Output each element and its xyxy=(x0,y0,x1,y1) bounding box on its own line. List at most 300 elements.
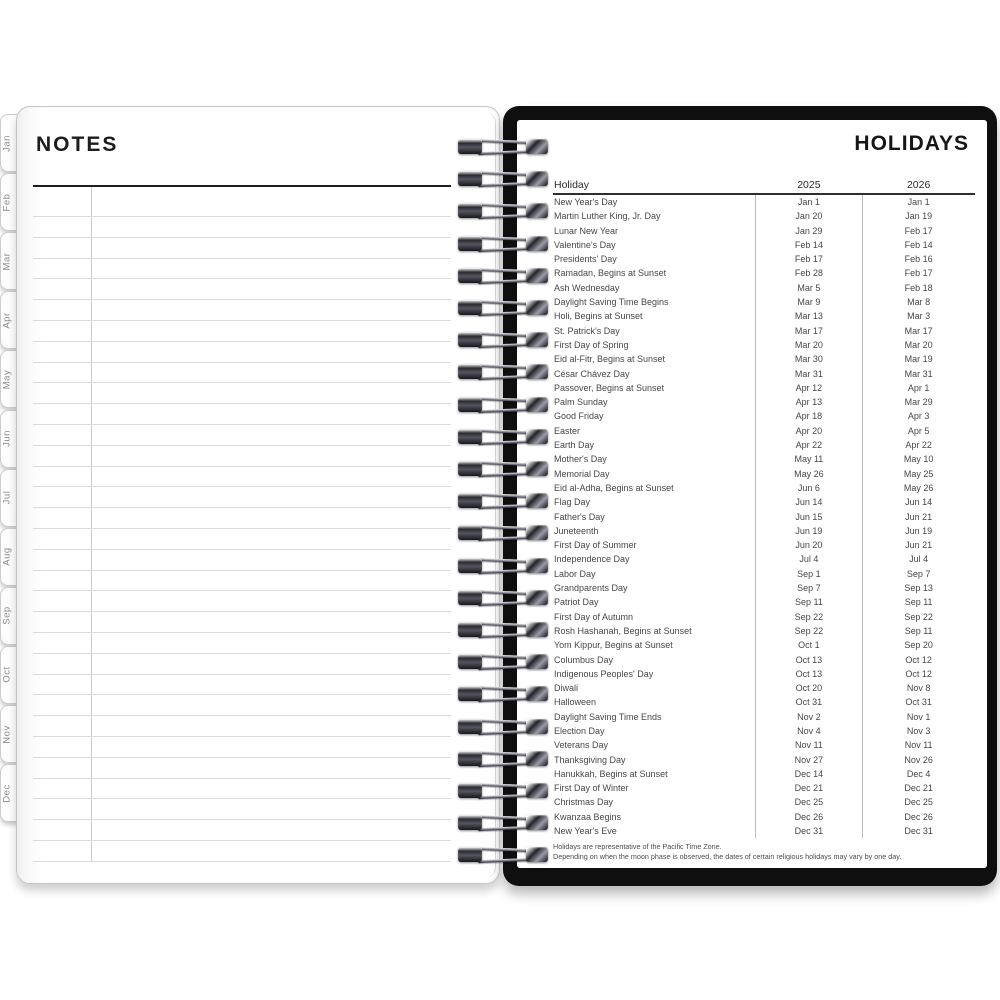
spiral-wire-top xyxy=(478,300,530,305)
spiral-end-left xyxy=(458,590,482,605)
spiral-wire-top xyxy=(478,783,530,788)
date-2026: Mar 31 xyxy=(904,368,933,379)
ruled-line xyxy=(33,736,451,737)
date-2025: Mar 13 xyxy=(794,311,823,322)
date-2025: Nov 4 xyxy=(797,725,821,736)
spiral-wire-bottom xyxy=(478,826,530,831)
spiral-end-left xyxy=(458,461,482,476)
date-2025: Mar 30 xyxy=(794,354,823,365)
ruled-line xyxy=(33,237,451,238)
spiral-end-right xyxy=(526,268,548,283)
spiral-end-left xyxy=(458,364,482,379)
date-2025: Dec 21 xyxy=(794,783,824,794)
spiral-end-left xyxy=(458,815,482,830)
spiral-wire-bottom xyxy=(478,343,530,348)
spiral-end-left xyxy=(458,429,482,444)
ruled-line xyxy=(33,632,451,633)
date-2026: Jan 19 xyxy=(905,211,933,222)
holiday-name: First Day of Winter xyxy=(554,783,629,794)
spiral-end-right xyxy=(526,815,548,830)
date-2026: Oct 12 xyxy=(905,668,932,679)
date-2025: Oct 13 xyxy=(795,668,823,679)
table-row xyxy=(553,581,975,595)
spiral-end-right xyxy=(526,654,548,669)
spiral-wire-bottom xyxy=(478,150,530,155)
ruled-line xyxy=(33,715,451,716)
footnotes xyxy=(553,842,975,862)
ruled-line xyxy=(33,466,451,467)
date-2025: Jan 1 xyxy=(797,197,820,207)
table-row xyxy=(553,653,975,667)
date-2026: Jan 1 xyxy=(907,197,930,207)
spiral-wire-top xyxy=(478,171,530,176)
table-row xyxy=(553,395,975,409)
date-2026: Nov 1 xyxy=(906,711,931,722)
date-2025: Jun 6 xyxy=(797,482,820,493)
date-2026: Feb 14 xyxy=(904,239,933,250)
date-2025: Sep 11 xyxy=(794,597,823,608)
table-header xyxy=(553,174,975,191)
holiday-name: St. Patrick's Day xyxy=(554,325,620,336)
date-2025: Oct 1 xyxy=(798,640,820,651)
spiral-loop xyxy=(452,168,552,190)
date-2025: Jan 20 xyxy=(795,211,823,222)
holiday-name: Diwali xyxy=(554,683,579,694)
spiral-end-left xyxy=(458,139,482,154)
tab-label: Feb xyxy=(1,193,13,212)
ruled-line xyxy=(33,382,451,383)
date-2026: Apr 1 xyxy=(907,382,930,393)
holiday-name: Yom Kippur, Begins at Sunset xyxy=(554,640,673,651)
holiday-name: Columbus Day xyxy=(554,654,614,665)
date-2025: Dec 31 xyxy=(794,826,824,837)
ruled-line xyxy=(33,362,451,363)
holiday-name: New Year's Eve xyxy=(554,826,617,837)
table-row xyxy=(553,753,975,767)
table-row xyxy=(553,567,975,581)
ruled-line xyxy=(33,320,451,321)
spiral-loop xyxy=(452,329,552,351)
tab-label: Apr xyxy=(1,312,13,329)
table-row xyxy=(553,381,975,395)
date-2025: Feb 14 xyxy=(794,239,823,250)
holiday-name: Easter xyxy=(554,425,581,436)
date-2026: Dec 4 xyxy=(906,768,931,779)
date-2025: Jun 19 xyxy=(795,525,823,536)
date-2026: Oct 12 xyxy=(905,654,932,665)
date-2025: Feb 17 xyxy=(794,254,823,265)
spiral-end-left xyxy=(458,558,482,573)
spiral-end-right xyxy=(526,397,548,412)
table-row xyxy=(553,452,975,466)
table-row xyxy=(553,438,975,452)
spiral-end-left xyxy=(458,268,482,283)
date-2026: Sep 20 xyxy=(904,640,933,651)
date-2025: Sep 7 xyxy=(797,583,821,594)
ruled-line xyxy=(33,258,451,259)
date-2026: Jun 21 xyxy=(905,511,933,522)
column-divider-1 xyxy=(755,195,756,838)
table-row xyxy=(553,724,975,738)
spiral-wire-bottom xyxy=(478,375,530,380)
date-2026: Sep 22 xyxy=(904,611,933,622)
column-header-2025: 2025 xyxy=(797,179,821,191)
spiral-end-right xyxy=(526,622,548,637)
holiday-name: Presidents' Day xyxy=(554,254,617,265)
holiday-name: Memorial Day xyxy=(554,468,610,479)
ruled-line xyxy=(33,278,451,279)
table-row xyxy=(553,681,975,695)
table-row xyxy=(553,481,975,495)
tab-label: Jan xyxy=(1,134,13,152)
spiral-wire-top xyxy=(478,397,530,402)
holiday-name: Election Day xyxy=(554,725,605,736)
spiral-end-left xyxy=(458,525,482,540)
spiral-end-left xyxy=(458,751,482,766)
ruled-line xyxy=(33,570,451,571)
footnote-moon-phase: Depending on when the moon phase is observed, the dates of certain religious holidays may vary by one day. xyxy=(553,852,902,862)
table-row xyxy=(553,510,975,524)
spiral-loop xyxy=(452,716,552,738)
spiral-wire-bottom xyxy=(478,408,530,413)
spiral-loop xyxy=(452,780,552,802)
spiral-loop xyxy=(452,265,552,287)
spiral-wire-top xyxy=(478,364,530,369)
date-2026: Mar 17 xyxy=(904,325,933,336)
spiral-wire-top xyxy=(478,429,530,434)
spiral-wire-bottom xyxy=(478,182,530,187)
date-2026: Nov 3 xyxy=(906,725,931,736)
spiral-wire-bottom xyxy=(478,214,530,219)
table-row xyxy=(553,610,975,624)
date-2026: Mar 8 xyxy=(907,297,931,308)
column-header-holiday: Holiday xyxy=(554,179,590,191)
date-2026: Apr 3 xyxy=(907,411,930,422)
spiral-wire-top xyxy=(478,847,530,852)
spiral-end-left xyxy=(458,654,482,669)
table-row xyxy=(553,595,975,609)
date-2025: May 11 xyxy=(794,454,824,465)
spiral-end-left xyxy=(458,783,482,798)
holiday-name: Labor Day xyxy=(554,568,596,579)
spiral-loop xyxy=(452,522,552,544)
spiral-wire-bottom xyxy=(478,665,530,670)
holiday-name: Daylight Saving Time Begins xyxy=(554,297,669,308)
spiral-wire-bottom xyxy=(478,633,530,638)
holiday-name: New Year's Day xyxy=(554,197,618,207)
spiral-end-right xyxy=(526,171,548,186)
table-row xyxy=(553,309,975,323)
table-row xyxy=(553,695,975,709)
table-row xyxy=(553,538,975,552)
date-2025: Jun 14 xyxy=(795,497,823,508)
table-row xyxy=(553,524,975,538)
date-2026: Jul 4 xyxy=(909,554,929,565)
tab-label: Nov xyxy=(1,724,13,744)
spiral-wire-bottom xyxy=(478,536,530,541)
table-row xyxy=(553,266,975,280)
table-row xyxy=(553,810,975,824)
column-header-2026: 2026 xyxy=(906,179,931,191)
tab-label: Jul xyxy=(1,490,13,505)
date-2025: Nov 27 xyxy=(794,754,824,765)
spiral-end-right xyxy=(526,686,548,701)
spiral-end-right xyxy=(526,493,548,508)
table-row xyxy=(553,238,975,252)
table-row xyxy=(553,738,975,752)
ruled-line xyxy=(33,424,451,425)
ruled-line xyxy=(33,694,451,695)
holiday-name: Thanksgiving Day xyxy=(554,754,626,765)
holiday-name: First Day of Spring xyxy=(554,339,629,350)
spiral-end-left xyxy=(458,203,482,218)
holiday-rows xyxy=(553,195,975,838)
spiral-wire-bottom xyxy=(478,697,530,702)
holiday-name: Ash Wednesday xyxy=(554,282,620,293)
spiral-end-right xyxy=(526,429,548,444)
date-2025: Jul 4 xyxy=(799,554,819,565)
spiral-wire-top xyxy=(478,590,530,595)
ruled-line xyxy=(33,403,451,404)
spiral-loop xyxy=(452,426,552,448)
spiral-loop xyxy=(452,683,552,705)
notes-header-rule xyxy=(33,185,451,187)
date-2026: Feb 17 xyxy=(904,225,933,236)
spiral-loop xyxy=(452,458,552,480)
holiday-name: Christmas Day xyxy=(554,797,614,808)
spiral-loop xyxy=(452,394,552,416)
table-row xyxy=(553,367,975,381)
date-2026: Nov 11 xyxy=(904,740,933,751)
spiral-end-left xyxy=(458,236,482,251)
date-2025: Dec 25 xyxy=(794,797,824,808)
spiral-end-right xyxy=(526,590,548,605)
spiral-loop xyxy=(452,136,552,158)
table-row xyxy=(553,252,975,266)
spiral-loop xyxy=(452,361,552,383)
holiday-name: Kwanzaa Begins xyxy=(554,811,622,822)
ruled-line xyxy=(33,445,451,446)
table-row xyxy=(553,352,975,366)
table-row xyxy=(553,495,975,509)
table-row xyxy=(553,195,975,209)
holiday-name: Daylight Saving Time Ends xyxy=(554,711,662,722)
ruled-line xyxy=(33,486,451,487)
spiral-loop xyxy=(452,587,552,609)
date-2026: Mar 3 xyxy=(907,311,931,322)
table-row xyxy=(553,781,975,795)
holiday-name: Ramadan, Begins at Sunset xyxy=(554,268,667,279)
holiday-name: Passover, Begins at Sunset xyxy=(554,382,665,393)
holiday-name: Rosh Hashanah, Begins at Sunset xyxy=(554,625,692,636)
spiral-loop xyxy=(452,748,552,770)
table-row xyxy=(553,409,975,423)
date-2025: Jun 20 xyxy=(795,540,823,551)
table-row xyxy=(553,209,975,223)
holiday-name: César Chávez Day xyxy=(554,368,630,379)
holidays-title: HOLIDAYS xyxy=(854,132,969,155)
ruled-line xyxy=(33,778,451,779)
date-2026: Dec 31 xyxy=(904,826,933,837)
tab-label: Dec xyxy=(1,783,13,803)
table-row xyxy=(553,824,975,838)
date-2026: Sep 11 xyxy=(904,597,933,608)
table-row xyxy=(553,667,975,681)
date-2025: Oct 20 xyxy=(795,683,823,694)
spiral-wire-bottom xyxy=(478,569,530,574)
date-2025: Sep 22 xyxy=(794,611,824,622)
holiday-name: Holi, Begins at Sunset xyxy=(554,311,643,322)
date-2025: Mar 5 xyxy=(797,282,821,293)
spiral-wire-top xyxy=(478,493,530,498)
spiral-end-right xyxy=(526,751,548,766)
tab-label: Sep xyxy=(1,606,13,625)
spiral-end-left xyxy=(458,622,482,637)
spiral-wire-bottom xyxy=(478,440,530,445)
date-2026: Jun 21 xyxy=(905,540,933,551)
date-2025: Sep 22 xyxy=(794,625,824,636)
date-2025: Dec 14 xyxy=(794,768,824,779)
date-2025: Apr 22 xyxy=(795,440,823,451)
date-2026: Feb 17 xyxy=(904,268,933,279)
date-2026: Dec 21 xyxy=(904,783,933,794)
table-row xyxy=(553,324,975,338)
spiral-loop xyxy=(452,233,552,255)
holiday-name: Good Friday xyxy=(554,411,604,422)
holiday-name: Veterans Day xyxy=(554,740,609,751)
holiday-name: Indigenous Peoples' Day xyxy=(554,668,654,679)
date-2026: Sep 13 xyxy=(904,583,933,594)
ruled-line xyxy=(33,840,451,841)
spiral-end-right xyxy=(526,139,548,154)
date-2026: Oct 31 xyxy=(905,697,932,708)
holiday-name: Eid al-Adha, Begins at Sunset xyxy=(554,482,674,493)
holiday-name: Independence Day xyxy=(554,554,630,565)
table-row xyxy=(553,638,975,652)
spiral-end-right xyxy=(526,300,548,315)
spiral-wire-top xyxy=(478,622,530,627)
holiday-name: Earth Day xyxy=(554,440,595,451)
date-2025: Sep 1 xyxy=(797,568,821,579)
date-2026: Mar 19 xyxy=(904,354,933,365)
date-2025: Jan 29 xyxy=(795,225,823,236)
ruled-line xyxy=(33,216,451,217)
date-2026: May 25 xyxy=(903,468,934,479)
table-row xyxy=(553,295,975,309)
spiral-end-left xyxy=(458,397,482,412)
date-2026: Nov 8 xyxy=(906,683,931,694)
date-2025: Mar 31 xyxy=(794,368,823,379)
spiral-wire-bottom xyxy=(478,794,530,799)
spiral-end-right xyxy=(526,847,548,862)
tab-label: Aug xyxy=(1,547,13,566)
date-2025: Mar 9 xyxy=(797,297,821,308)
spiral-wire-bottom xyxy=(478,730,530,735)
date-2025: May 26 xyxy=(794,468,824,479)
spiral-end-left xyxy=(458,493,482,508)
holiday-name: Patriot Day xyxy=(554,597,599,608)
spiral-wire-bottom xyxy=(478,858,530,863)
date-2025: Mar 17 xyxy=(794,325,823,336)
date-2025: Dec 26 xyxy=(794,811,824,822)
notes-page xyxy=(16,106,500,884)
spiral-loop xyxy=(452,651,552,673)
date-2026: May 10 xyxy=(903,454,934,465)
holiday-name: First Day of Summer xyxy=(554,540,637,551)
ruled-line xyxy=(33,590,451,591)
table-row xyxy=(553,624,975,638)
spiral-end-left xyxy=(458,686,482,701)
holiday-name: Grandparents Day xyxy=(554,583,628,594)
ruled-line xyxy=(33,507,451,508)
holiday-name: Palm Sunday xyxy=(554,397,608,408)
date-2026: Mar 29 xyxy=(904,397,933,408)
spiral-end-right xyxy=(526,364,548,379)
table-row xyxy=(553,710,975,724)
spiral-wire-top xyxy=(478,719,530,724)
ruled-line xyxy=(33,798,451,799)
ruled-line xyxy=(33,861,451,862)
holiday-name: Halloween xyxy=(554,697,597,708)
spiral-loop xyxy=(452,297,552,319)
column-divider-2 xyxy=(862,195,863,838)
spiral-end-left xyxy=(458,847,482,862)
date-2026: Dec 25 xyxy=(904,797,933,808)
spiral-end-left xyxy=(458,171,482,186)
date-2026: Sep 7 xyxy=(906,568,931,579)
date-2025: Oct 13 xyxy=(795,654,823,665)
holiday-name: Father's Day xyxy=(554,511,605,522)
holiday-name: Flag Day xyxy=(554,497,591,508)
holiday-name: Martin Luther King, Jr. Day xyxy=(554,211,661,222)
ruled-line xyxy=(33,299,451,300)
date-2026: May 26 xyxy=(903,482,934,493)
holiday-name: Valentine's Day xyxy=(554,239,616,250)
table-row xyxy=(553,767,975,781)
spiral-wire-bottom xyxy=(478,311,530,316)
spiral-end-right xyxy=(526,719,548,734)
table-row xyxy=(553,281,975,295)
date-2026: Mar 20 xyxy=(904,339,933,350)
spiral-wire-top xyxy=(478,686,530,691)
tab-label: Mar xyxy=(1,252,13,271)
spiral-end-right xyxy=(526,461,548,476)
spiral-loop xyxy=(452,555,552,577)
date-2026: Feb 18 xyxy=(904,282,933,293)
ruled-lines xyxy=(33,216,451,876)
ruled-line xyxy=(33,674,451,675)
date-2025: Feb 28 xyxy=(794,268,823,279)
spiral-loop xyxy=(452,812,552,834)
spiral-wire-top xyxy=(478,203,530,208)
date-2026: Dec 26 xyxy=(904,811,933,822)
spiral-end-left xyxy=(458,332,482,347)
spiral-wire-bottom xyxy=(478,472,530,477)
notes-title: NOTES xyxy=(36,133,119,156)
date-2026: Jun 19 xyxy=(905,525,933,536)
spiral-end-right xyxy=(526,332,548,347)
holiday-name: Juneteenth xyxy=(554,525,599,536)
date-2026: Apr 5 xyxy=(907,425,930,436)
spiral-wire-top xyxy=(478,268,530,273)
date-2026: Sep 11 xyxy=(904,625,933,636)
date-2025: Apr 12 xyxy=(795,382,823,393)
spiral-wire-bottom xyxy=(478,762,530,767)
tab-label: May xyxy=(1,369,13,390)
spiral-wire-top xyxy=(478,751,530,756)
table-row xyxy=(553,467,975,481)
date-2025: Oct 31 xyxy=(795,697,823,708)
